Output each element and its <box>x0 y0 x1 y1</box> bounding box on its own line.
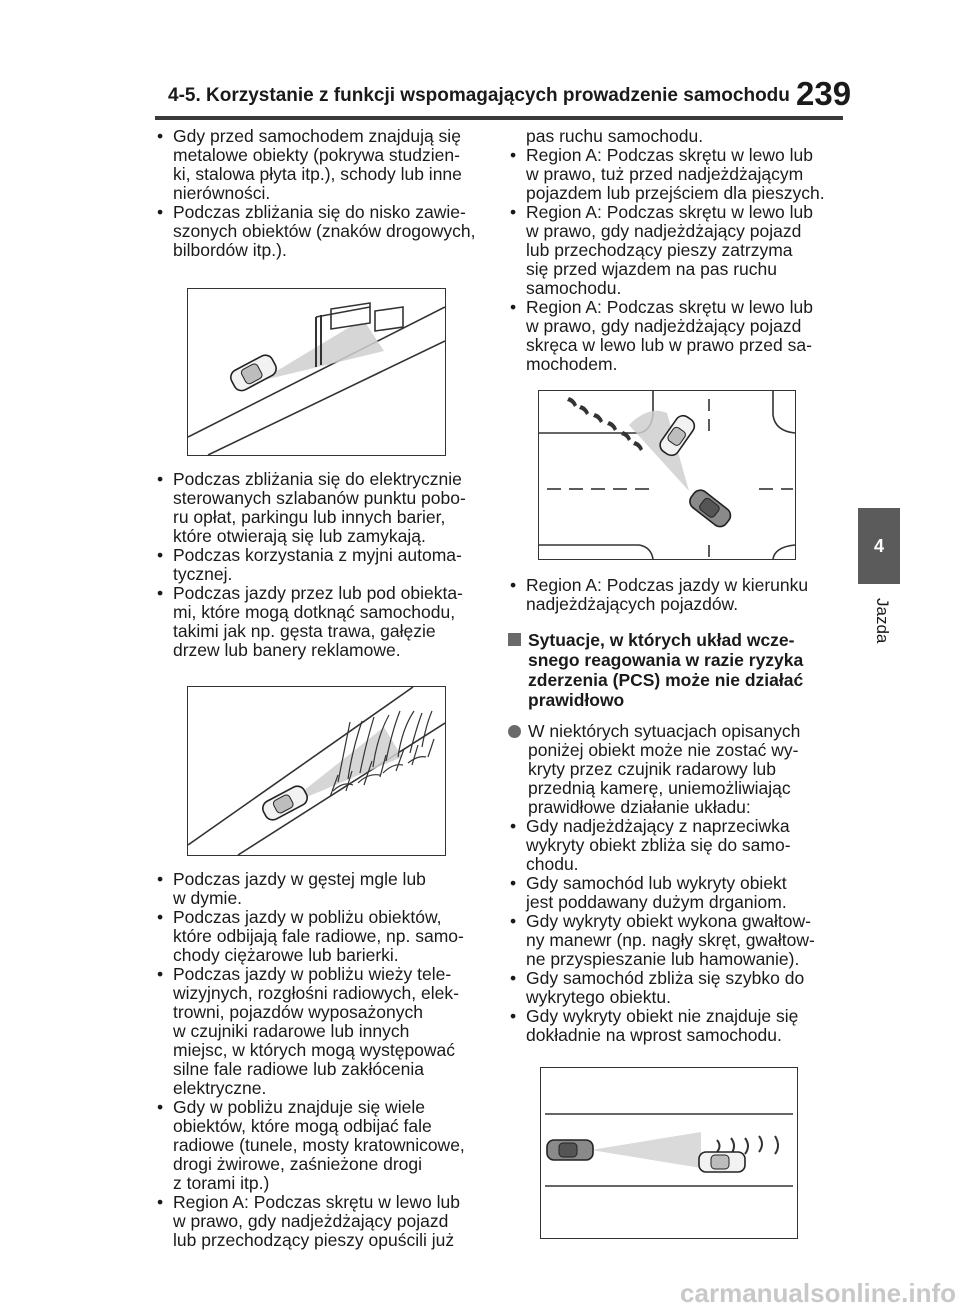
list-item-line: szonych obiektów (znaków drogowych, <box>173 221 476 241</box>
list-item-line: takimi jak np. gęsta trawa, gałęzie <box>173 621 436 641</box>
intro-paragraph <box>508 722 838 817</box>
section-heading-text <box>528 630 838 710</box>
list-item-line: się przed wjazdem na pas ruchu <box>526 259 777 279</box>
list-item-line: • Gdy nadjeżdżający z naprzeciwka <box>526 816 790 836</box>
right-column <box>508 127 838 1239</box>
list-item <box>508 969 838 1007</box>
list-item-line: ki, stalowa płyta itp.), schody lub inne <box>173 164 462 184</box>
list-item <box>508 912 838 969</box>
list-item-line: z torami itp.) <box>173 1173 270 1193</box>
list-item-line: ny manewr (np. nagły skręt, gwałtow- <box>526 930 815 950</box>
list-item-line: dokładnie na wprost samochodu. <box>526 1025 782 1045</box>
list-item <box>155 908 490 965</box>
list-item <box>155 127 490 203</box>
list-item-line: ru opłat, parkingu lub innych barier, <box>173 507 446 527</box>
list-item <box>155 870 490 908</box>
continuation-text: pas ruchu samochodu. <box>526 126 704 146</box>
list-item-line: chody ciężarowe lub barierki. <box>173 945 399 965</box>
list-item-line: nadjeżdżających pojazdów. <box>526 594 739 614</box>
list-item-line: radiowe (tunele, mosty kratownicowe, <box>173 1135 465 1155</box>
text-line: Sytuacje, w których układ wcze- <box>528 630 795 650</box>
list-item-line: w prawo, gdy nadjeżdżający pojazd <box>526 316 802 336</box>
list-item-line: • Gdy przed samochodem znajdują się <box>173 126 461 146</box>
list-item <box>155 546 490 584</box>
list-item-line: w prawo, gdy nadjeżdżający pojazd <box>173 1211 449 1231</box>
list-item-line: • Gdy samochód zbliża się szybko do <box>526 968 805 988</box>
list-item-line: • Gdy wykryty obiekt nie znajduje się <box>526 1006 799 1026</box>
list-item-line: • Podczas jazdy w gęstej mgle lub <box>173 869 426 889</box>
list-item-line: które odbijają fale radiowe, np. samo- <box>173 926 464 946</box>
list-item-line: drogi żwirowe, zaśnieżone drogi <box>173 1154 423 1174</box>
list-item-line: sterowanych szlabanów punktu pobo- <box>173 488 466 508</box>
bullet-list <box>508 817 838 1045</box>
list-item-line: • Gdy wykryty obiekt wykona gwałtow- <box>526 911 811 931</box>
list-item <box>508 576 838 614</box>
page-number: 239 <box>796 75 852 112</box>
list-item-line: które otwierają się lub zamykają. <box>173 526 426 546</box>
list-item-line: skręca w lewo lub w prawo przed sa- <box>526 335 812 355</box>
list-item-line: • Region A: Podczas skrętu w lewo lub <box>526 202 813 222</box>
list-item-line: miejsc, w których mogą występować <box>173 1040 456 1060</box>
text-line: W niektórych sytuacjach opisanych <box>528 721 801 741</box>
list-item-line: silne fale radiowe lub zakłócenia <box>173 1059 424 1079</box>
list-item-line: • Podczas jazdy w pobliżu obiektów, <box>173 907 442 927</box>
list-item-line: wykryty obiekt zbliża się do samo- <box>526 835 791 855</box>
list-item-line: w czujniki radarowe lub innych <box>173 1021 410 1041</box>
list-item-line: pojazdem lub przejściem dla pieszych. <box>526 183 825 203</box>
list-item <box>508 817 838 874</box>
list-item <box>508 874 838 912</box>
list-item-line: • Region A: Podczas skrętu w lewo lub <box>526 297 813 317</box>
left-column <box>155 127 490 1250</box>
square-bullet-icon <box>508 633 521 646</box>
list-item-line: • Region A: Podczas jazdy w kierunku <box>526 575 809 595</box>
list-item <box>508 203 838 298</box>
list-item <box>508 1007 838 1045</box>
list-item-line: nierówności. <box>173 183 271 203</box>
text-line: poniżej obiekt może nie zostać wy- <box>528 740 799 760</box>
list-item-line: trowni, pojazdów wyposażonych <box>173 1002 423 1022</box>
text-line: kryty przez czujnik radarowy lub <box>528 759 776 779</box>
bullet-list <box>508 146 838 374</box>
list-item-line: lub przechodzący pieszy zatrzyma <box>526 240 793 260</box>
figure-vehicle-ahead <box>540 1067 798 1239</box>
list-item <box>155 1193 490 1250</box>
list-item-line: lub przechodzący pieszy opuścili już <box>173 1230 455 1250</box>
list-item-line: drzew lub banery reklamowe. <box>173 640 401 660</box>
list-item <box>508 146 838 203</box>
list-item <box>508 298 838 374</box>
list-item-line: jest poddawany dużym drganiom. <box>526 892 787 912</box>
list-item-line: obiektów, które mogą odbijać fale <box>173 1116 432 1136</box>
intro-text <box>528 722 838 817</box>
chapter-number: 4 <box>873 535 884 556</box>
text-line: przednią kamerę, uniemożliwiając <box>528 778 791 798</box>
list-item-line: tycznej. <box>173 564 233 584</box>
list-item-line: • Podczas jazdy w pobliżu wieży tele- <box>173 964 452 984</box>
list-item <box>155 203 490 260</box>
list-item-line: • Podczas korzystania z myjni automa- <box>173 545 462 565</box>
bullet-list <box>155 470 490 660</box>
list-item-line: bilbordów itp.). <box>173 240 287 260</box>
page-header-title: 4-5. Korzystanie z funkcji wspomagających prowadzenie samochodu <box>168 85 790 106</box>
list-item-line: • Gdy samochód lub wykryty obiekt <box>526 873 787 893</box>
bullet-list <box>155 870 490 1250</box>
list-item <box>155 1098 490 1193</box>
list-item-line: wizyjnych, rozgłośni radiowych, elek- <box>173 983 459 1003</box>
list-item-line: • Gdy w pobliżu znajduje się wiele <box>173 1097 425 1117</box>
figure-grass-branches <box>187 686 446 856</box>
figure-intersection-turn <box>538 390 796 560</box>
text-line: prawidłowo <box>528 690 625 710</box>
header-divider <box>155 116 843 120</box>
figure-overhead-signs <box>187 288 446 456</box>
chapter-tab <box>858 508 900 584</box>
list-item-line: samochodu. <box>526 278 622 298</box>
text-line: snego reagowania w razie ryzyka <box>528 650 804 670</box>
list-item-line: • Region A: Podczas skrętu w lewo lub <box>526 145 813 165</box>
list-item <box>155 470 490 546</box>
text-line: zderzenia (PCS) może nie działać <box>528 670 804 690</box>
list-item-line: • Region A: Podczas skrętu w lewo lub <box>173 1192 460 1212</box>
section-heading <box>508 630 838 710</box>
list-item-line: metalowe obiekty (pokrywa studzien- <box>173 145 460 165</box>
list-item <box>155 584 490 660</box>
text-line: prawidłowe działanie układu: <box>528 797 751 817</box>
list-item-line: w dymie. <box>173 888 243 908</box>
list-item-line: wykrytego obiektu. <box>526 987 671 1007</box>
watermark: carmanualsonline.info <box>680 1278 956 1308</box>
list-item-line: mochodem. <box>526 354 618 374</box>
list-item <box>155 965 490 1098</box>
list-item-line: • Podczas jazdy przez lub pod obiekta- <box>173 583 463 603</box>
list-item-line: w prawo, gdy nadjeżdżający pojazd <box>526 221 802 241</box>
list-item-line: • Podczas zbliżania się do elektrycznie <box>173 469 462 489</box>
list-item-line: ne przyspieszanie lub hamowanie). <box>526 949 800 969</box>
bullet-list <box>508 576 838 614</box>
chapter-label: Jazda <box>873 598 892 644</box>
list-item-line: mi, które mogą dotknąć samochodu, <box>173 602 456 622</box>
circle-bullet-icon <box>508 725 521 738</box>
list-item-line: • Podczas zbliżania się do nisko zawie- <box>173 202 466 222</box>
list-item-line: elektryczne. <box>173 1078 267 1098</box>
list-item-line: chodu. <box>526 854 579 874</box>
list-item-line: w prawo, tuż przed nadjeżdżającym <box>526 164 804 184</box>
bullet-list <box>155 127 490 260</box>
